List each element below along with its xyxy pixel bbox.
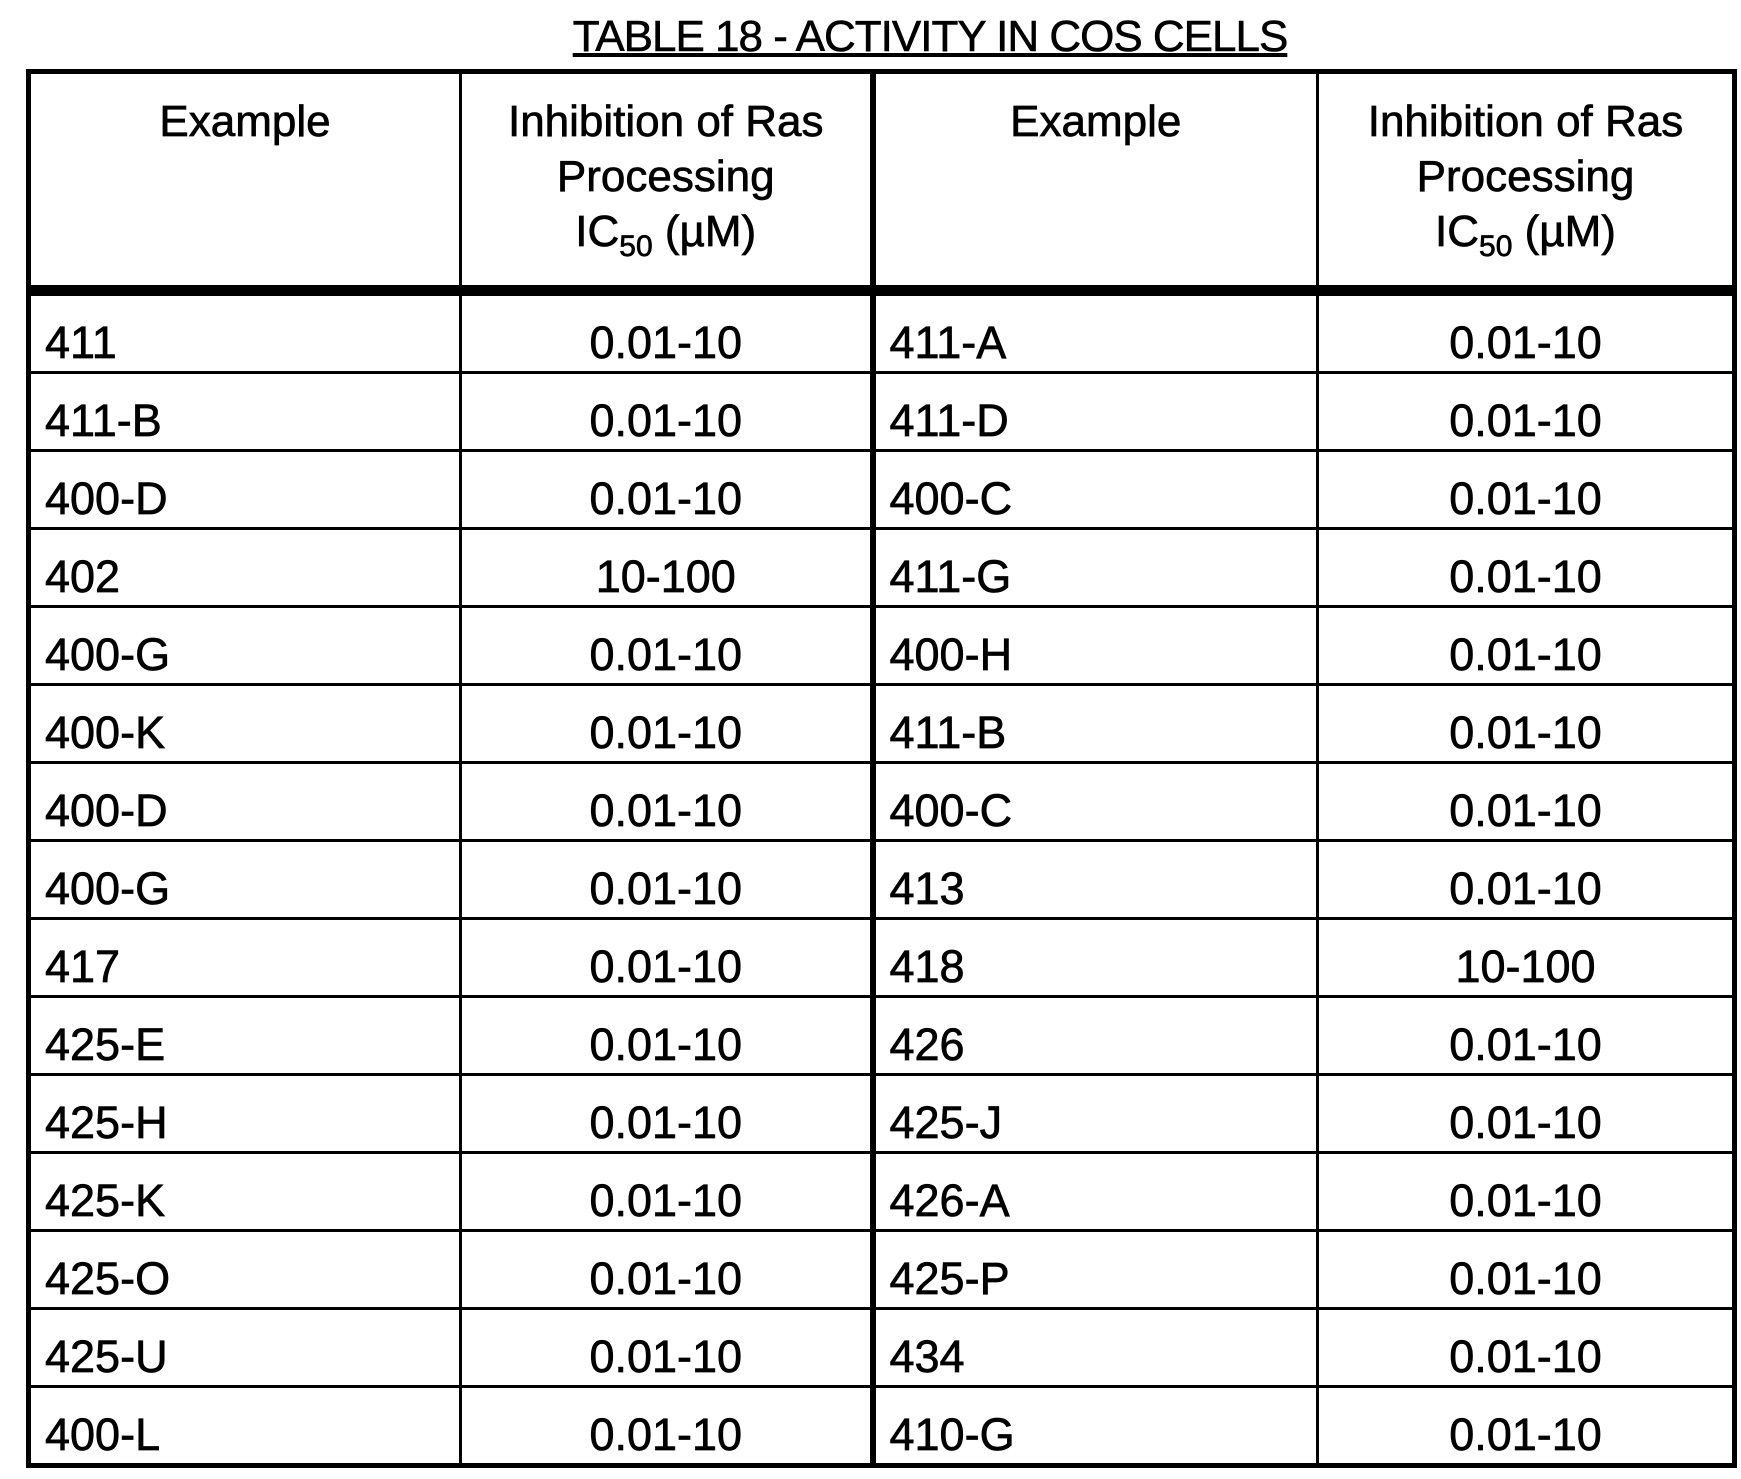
example-cell: 400-L: [29, 1387, 461, 1466]
example-cell: 411: [29, 291, 461, 373]
ic50-cell: 0.01-10: [1318, 291, 1735, 373]
ic50-cell: 0.01-10: [1318, 1309, 1735, 1387]
example-cell: 417: [29, 919, 461, 997]
header-label: Inhibition of Ras: [463, 94, 869, 149]
table-row: [29, 997, 1735, 1075]
table-row: [29, 763, 1735, 841]
example-cell: 410-G: [873, 1387, 1318, 1466]
ic50-cell: 0.01-10: [461, 841, 873, 919]
ic50-cell: 0.01-10: [461, 919, 873, 997]
ic-subscript: 50: [619, 230, 652, 263]
ic50-cell: 0.01-10: [1318, 685, 1735, 763]
ic50-cell: 10-100: [1318, 919, 1735, 997]
header-unit: [1320, 204, 1731, 274]
ic50-cell: 0.01-10: [1318, 1153, 1735, 1231]
header-example-1: [29, 72, 461, 291]
ic-label: IC: [575, 207, 619, 256]
header-label: Inhibition of Ras: [1320, 94, 1731, 149]
table-row: [29, 291, 1735, 373]
example-cell: 400-C: [873, 763, 1318, 841]
example-cell: 425-P: [873, 1231, 1318, 1309]
example-cell: 400-K: [29, 685, 461, 763]
header-unit: [463, 204, 869, 274]
table-row: [29, 451, 1735, 529]
table-row: [29, 1387, 1735, 1466]
table-row: [29, 607, 1735, 685]
header-label: Processing: [1320, 149, 1731, 204]
ic50-cell: 0.01-10: [1318, 1387, 1735, 1466]
ic50-cell: 0.01-10: [461, 607, 873, 685]
unit-label: (µM): [653, 207, 757, 256]
header-label: Processing: [463, 149, 869, 204]
example-cell: 425-J: [873, 1075, 1318, 1153]
table-row: [29, 919, 1735, 997]
ic50-cell: 0.01-10: [1318, 607, 1735, 685]
table-row: [29, 1153, 1735, 1231]
unit-label: (µM): [1512, 207, 1616, 256]
table-row: [29, 373, 1735, 451]
example-cell: 413: [873, 841, 1318, 919]
example-cell: 411-B: [873, 685, 1318, 763]
ic50-cell: 0.01-10: [1318, 451, 1735, 529]
table-row: [29, 685, 1735, 763]
ic50-cell: 0.01-10: [1318, 529, 1735, 607]
ic50-cell: 0.01-10: [461, 1387, 873, 1466]
ic50-cell: 0.01-10: [461, 451, 873, 529]
example-cell: 411-D: [873, 373, 1318, 451]
example-cell: 402: [29, 529, 461, 607]
header-row: [29, 72, 1735, 291]
example-cell: 411-G: [873, 529, 1318, 607]
example-cell: 425-O: [29, 1231, 461, 1309]
ic50-cell: 0.01-10: [461, 997, 873, 1075]
ic50-cell: 0.01-10: [1318, 1231, 1735, 1309]
ic50-cell: 0.01-10: [1318, 841, 1735, 919]
ic50-cell: 0.01-10: [461, 1309, 873, 1387]
header-label: Example: [1010, 97, 1181, 146]
example-cell: 425-K: [29, 1153, 461, 1231]
example-cell: 425-U: [29, 1309, 461, 1387]
example-cell: 400-C: [873, 451, 1318, 529]
table-row: [29, 1231, 1735, 1309]
example-cell: 425-E: [29, 997, 461, 1075]
ic50-cell: 0.01-10: [1318, 997, 1735, 1075]
ic-label: IC: [1435, 207, 1479, 256]
example-cell: 400-G: [29, 607, 461, 685]
ic-subscript: 50: [1479, 230, 1512, 263]
example-cell: 400-D: [29, 763, 461, 841]
header-example-2: [873, 72, 1318, 291]
table-title: TABLE 18 - ACTIVITY IN COS CELLS: [0, 12, 1741, 62]
table-row: [29, 1075, 1735, 1153]
example-cell: 434: [873, 1309, 1318, 1387]
example-cell: 426-A: [873, 1153, 1318, 1231]
ic50-cell: 0.01-10: [461, 1153, 873, 1231]
ic50-cell: 0.01-10: [1318, 373, 1735, 451]
header-activity-2: [1318, 72, 1735, 291]
header-label: Example: [159, 97, 330, 146]
ic50-cell: 10-100: [461, 529, 873, 607]
ic50-cell: 0.01-10: [461, 1075, 873, 1153]
example-cell: 400-G: [29, 841, 461, 919]
example-cell: 418: [873, 919, 1318, 997]
ic50-cell: 0.01-10: [461, 373, 873, 451]
ic50-cell: 0.01-10: [1318, 763, 1735, 841]
example-cell: 400-D: [29, 451, 461, 529]
ic50-cell: 0.01-10: [1318, 1075, 1735, 1153]
table-row: [29, 841, 1735, 919]
ic50-cell: 0.01-10: [461, 685, 873, 763]
example-cell: 411-B: [29, 373, 461, 451]
example-cell: 425-H: [29, 1075, 461, 1153]
ic50-cell: 0.01-10: [461, 1231, 873, 1309]
example-cell: 400-H: [873, 607, 1318, 685]
table-row: [29, 1309, 1735, 1387]
activity-table: [26, 69, 1737, 1468]
example-cell: 411-A: [873, 291, 1318, 373]
ic50-cell: 0.01-10: [461, 763, 873, 841]
ic50-cell: 0.01-10: [461, 291, 873, 373]
example-cell: 426: [873, 997, 1318, 1075]
table-row: [29, 529, 1735, 607]
header-activity-1: [461, 72, 873, 291]
